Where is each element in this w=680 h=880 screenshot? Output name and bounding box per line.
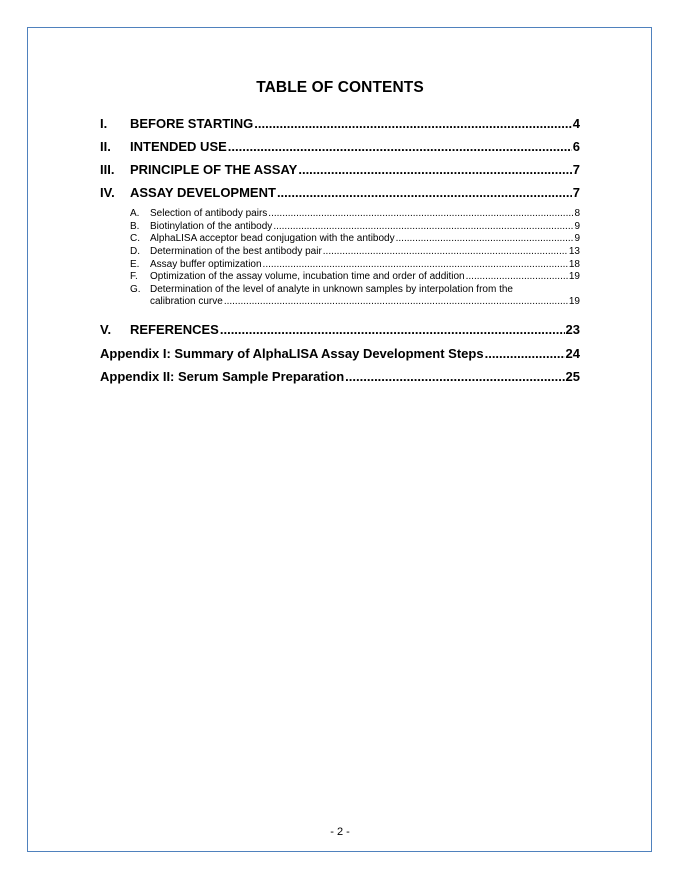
toc-entry-appendix-2[interactable] bbox=[100, 369, 580, 385]
subsection-label: Biotinylation of the antibody bbox=[150, 220, 273, 232]
subsection-label: Selection of antibody pairs bbox=[150, 208, 268, 219]
toc-subentry-antibody-pairs[interactable] bbox=[130, 208, 580, 220]
page-ref: 9 bbox=[574, 220, 580, 232]
subsection-letter: A. bbox=[130, 208, 140, 219]
dot-leader bbox=[323, 246, 568, 258]
page-ref: 25 bbox=[565, 369, 580, 384]
dot-leader bbox=[273, 221, 573, 233]
dot-leader bbox=[268, 208, 573, 220]
section-number: I. bbox=[100, 116, 108, 131]
toc-entry-assay-development[interactable] bbox=[100, 185, 580, 201]
dot-leader bbox=[224, 296, 568, 308]
dot-leader bbox=[298, 162, 571, 178]
toc-subentry-buffer-optimization[interactable] bbox=[130, 259, 580, 271]
page-ref: 24 bbox=[565, 346, 580, 361]
subsection-label-line1 bbox=[130, 284, 580, 296]
page-ref: 23 bbox=[565, 322, 580, 337]
toc-subentry-best-pair[interactable] bbox=[130, 246, 580, 258]
toc-entry-intended-use[interactable] bbox=[100, 139, 580, 155]
toc-entry-appendix-1[interactable] bbox=[100, 346, 580, 362]
subsection-letter: D. bbox=[130, 246, 140, 257]
section-number: III. bbox=[100, 162, 115, 177]
appendix-label: Appendix II: Serum Sample Preparation bbox=[100, 369, 345, 384]
page-ref: 9 bbox=[574, 233, 580, 244]
subsection-letter: F. bbox=[130, 271, 138, 282]
toc-subentry-volume-optimization[interactable] bbox=[130, 271, 580, 283]
subsection-letter: B. bbox=[130, 220, 140, 232]
page-ref: 19 bbox=[568, 271, 580, 282]
section-number: II. bbox=[100, 139, 111, 154]
section-label: REFERENCES bbox=[130, 322, 219, 337]
toc-entry-principle[interactable] bbox=[100, 162, 580, 178]
dot-leader bbox=[396, 233, 574, 245]
dot-leader bbox=[345, 369, 564, 385]
dot-leader bbox=[228, 139, 572, 155]
page-number: - 2 - bbox=[330, 826, 350, 838]
dot-leader bbox=[485, 346, 565, 362]
section-label: BEFORE STARTING bbox=[130, 116, 254, 131]
subsection-letter: G. bbox=[130, 284, 141, 295]
dot-leader bbox=[466, 271, 568, 283]
toc-subentry-analyte-level[interactable] bbox=[130, 284, 580, 308]
subsection-label: AlphaLISA acceptor bead conjugation with the antibody bbox=[150, 233, 395, 244]
page-ref: 7 bbox=[572, 185, 580, 200]
subsection-label: Determination of the level of analyte in unknown samples by interpolation from the bbox=[150, 284, 513, 295]
toc-subentry-biotinylation[interactable] bbox=[130, 221, 580, 233]
subsection-label: Determination of the best antibody pair bbox=[150, 246, 322, 257]
page-ref: 19 bbox=[568, 296, 580, 307]
subsection-label-line2 bbox=[130, 296, 580, 308]
page-ref: 13 bbox=[568, 246, 580, 257]
section-label: PRINCIPLE OF THE ASSAY bbox=[130, 162, 298, 177]
page-ref: 8 bbox=[574, 208, 580, 219]
toc-entry-before-starting[interactable] bbox=[100, 116, 580, 132]
subsection-label: Assay buffer optimization bbox=[150, 258, 262, 270]
section-label: INTENDED USE bbox=[130, 139, 227, 154]
subsection-label: Optimization of the assay volume, incubation time and order of addition bbox=[150, 271, 465, 282]
page-ref: 18 bbox=[568, 258, 580, 270]
dot-leader bbox=[220, 322, 565, 338]
section-label: ASSAY DEVELOPMENT bbox=[130, 185, 276, 200]
subsection-label-continued: calibration curve bbox=[150, 296, 223, 307]
section-number: IV. bbox=[100, 185, 115, 200]
page-ref: 6 bbox=[572, 139, 580, 154]
dot-leader bbox=[254, 116, 572, 132]
subsection-letter: C. bbox=[130, 233, 140, 244]
subsection-letter: E. bbox=[130, 258, 140, 270]
toc-subentry-bead-conjugation[interactable] bbox=[130, 233, 580, 245]
page-title: TABLE OF CONTENTS bbox=[256, 79, 424, 96]
toc-entry-references[interactable] bbox=[100, 322, 580, 338]
dot-leader bbox=[277, 185, 572, 201]
appendix-label: Appendix I: Summary of AlphaLISA Assay Development Steps bbox=[100, 346, 484, 361]
section-number: V. bbox=[100, 322, 112, 337]
dot-leader bbox=[263, 259, 568, 271]
page-ref: 4 bbox=[572, 116, 580, 131]
page-ref: 7 bbox=[572, 162, 580, 177]
